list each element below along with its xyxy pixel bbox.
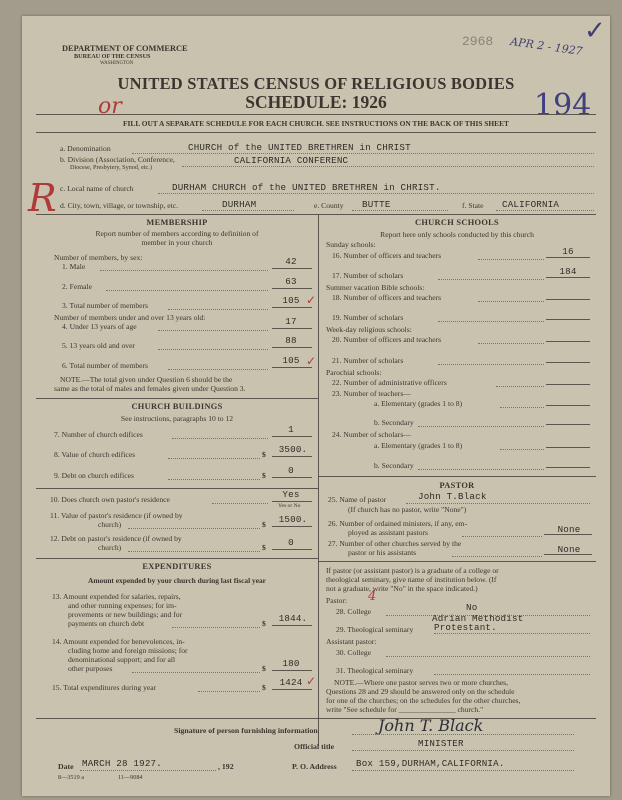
handwritten-194: 194 [534, 88, 592, 123]
q1-dots [100, 270, 268, 271]
q3-line [272, 307, 312, 308]
local-name-line [158, 193, 594, 194]
q22-dots [496, 386, 544, 387]
q23a-line [546, 405, 590, 406]
q24b-line [546, 467, 590, 468]
pastor-note-3: for one of the churches; on the schedules for the other churches, [326, 696, 521, 705]
schools-rule [318, 476, 596, 477]
q14-label-3: denominational support; and for all [68, 655, 176, 664]
county-label: e. County [314, 201, 344, 210]
sunday-label: Sunday schools: [326, 240, 376, 249]
handwritten-4: 4 [368, 589, 377, 604]
q15-label: 15. Total expenditures during year [52, 683, 157, 692]
bureau-name: BUREAU OF THE CENSUS [74, 53, 151, 60]
membership-intro-1: Report number of members according to definition of [95, 229, 259, 238]
q13-label-4: payments on church debt [68, 619, 145, 628]
official-title-label: Official title [294, 742, 335, 751]
q12-dots [128, 551, 260, 552]
q10-value[interactable]: Yes [282, 489, 300, 500]
buildings-heading: CHURCH BUILDINGS [131, 402, 223, 411]
q27-label-2: pastor or his assistants [348, 548, 417, 557]
q19-line [546, 319, 590, 320]
q19-label: 19. Number of scholars [332, 313, 404, 322]
parochial-label: Parochial schools: [326, 368, 382, 377]
by-sex-label: Number of members, by sex: [54, 253, 143, 262]
q6-value[interactable]: 105 [282, 355, 300, 366]
header-rule-top [36, 114, 596, 115]
q20-line [546, 341, 590, 342]
date-year-suffix: , 192 [218, 762, 234, 771]
q16-dots [478, 259, 544, 260]
column-divider [318, 214, 319, 746]
q15-dollar: $ [262, 683, 266, 692]
state-line [496, 210, 594, 211]
county-line [352, 210, 448, 211]
q26-dots [462, 536, 542, 537]
q24b-label: b. Secondary [374, 461, 414, 470]
q24-label: 24. Number of scholars— [332, 430, 411, 439]
q14-label-1: 14. Amount expended for benevolences, in- [52, 637, 185, 646]
print-number: 11—9084 [118, 774, 143, 781]
q12-line [272, 549, 312, 550]
q9-label: 9. Debt on church edifices [54, 471, 134, 480]
membership-heading: MEMBERSHIP [146, 218, 208, 227]
signature-value[interactable]: John T. Black [378, 716, 484, 735]
city-label: d. City, town, village, or township, etc. [60, 201, 179, 210]
q4-label: 4. Under 13 years of age [62, 322, 137, 331]
q12-label-2: church) [98, 543, 122, 552]
q28-label: 28. College [336, 607, 372, 616]
q11-label-1: 11. Value of pastor's residence (if owned by [50, 511, 183, 520]
division-line [182, 166, 594, 167]
age-intro: Number of members under and over 13 years old: [54, 313, 206, 322]
q6-check-icon: ✓ [306, 354, 317, 368]
expenditures-sub: Amount expended by your church during last fiscal year [88, 576, 266, 585]
denomination-line [132, 153, 594, 154]
q11-label-2: church) [98, 520, 122, 529]
header-rule-bottom [36, 132, 596, 133]
yes-or-no-hint: Yes or No [278, 503, 301, 509]
q13-dots [172, 627, 260, 628]
q25-label: 25. Name of pastor [328, 495, 387, 504]
q10-label: 10. Does church own pastor's residence [50, 495, 170, 504]
form-number: 8—3519 a [58, 774, 84, 781]
q26-label-1: 26. Number of ordained ministers, if any, em- [328, 519, 468, 528]
q5-label: 5. 13 years old and over [62, 341, 135, 350]
q20-label: 20. Number of officers and teachers [332, 335, 442, 344]
denomination-value[interactable]: CHURCH of the UNITED BRETHREN in CHRIST [188, 142, 411, 153]
q21-dots [438, 364, 544, 365]
stamp-number: 2968 [462, 34, 494, 49]
checkmark-icon: ✓ [584, 16, 606, 46]
q11-dots [128, 528, 260, 529]
q17-dots [438, 279, 544, 280]
q3-dots [168, 309, 268, 310]
q11-line [272, 526, 312, 527]
q9-value[interactable]: 0 [288, 465, 294, 476]
q5-dots [158, 349, 268, 350]
q25-note: (If church has no pastor, write "None") [348, 505, 467, 514]
q29-dots [434, 633, 590, 634]
q7-dots [172, 438, 268, 439]
q16-value[interactable]: 16 [562, 246, 574, 257]
q19-dots [438, 321, 544, 322]
q2-label: 2. Female [62, 282, 92, 291]
q7-value[interactable]: 1 [288, 424, 294, 435]
q21-line [546, 362, 590, 363]
pastor-sub-label: Pastor: [326, 596, 348, 605]
q29-value-2[interactable]: Protestant. [434, 622, 497, 633]
q14-label-2: cluding home and foreign missions; for [68, 646, 188, 655]
q6-label: 6. Total number of members [62, 361, 149, 370]
pastor-heading: PASTOR [439, 481, 475, 490]
pastor-note-4: write "See schedule for _______________ church." [326, 705, 484, 714]
q23-label: 23. Number of teachers— [332, 389, 411, 398]
q17-value[interactable]: 184 [559, 266, 577, 277]
q13-dollar: $ [262, 619, 266, 628]
form-title: UNITED STATES CENSUS OF RELIGIOUS BODIES [117, 74, 515, 93]
dept-name: DEPARTMENT OF COMMERCE [62, 44, 188, 53]
q29-label: 29. Theological seminary [336, 625, 414, 634]
date-line [80, 770, 216, 771]
q21-label: 21. Number of scholars [332, 356, 404, 365]
q11-value[interactable]: 1500. [278, 514, 308, 525]
q27-dots [452, 556, 542, 557]
q12-label-1: 12. Debt on pastor's residence (if owned by [50, 534, 182, 543]
state-label: f. State [462, 201, 484, 210]
q13-line [272, 625, 312, 626]
date-value[interactable]: MARCH 28 1927. [82, 758, 162, 769]
q27-label-1: 27. Number of other churches served by the [328, 539, 462, 548]
po-address-line [352, 770, 574, 771]
q13-label-2: and other running expenses; for im- [68, 601, 177, 610]
q13-label-1: 13. Amount expended for salaries, repairs, [52, 592, 181, 601]
q2-value[interactable]: 63 [285, 276, 297, 287]
q8-label: 8. Value of church edifices [54, 450, 136, 459]
q22-label: 22. Number of administrative officers [332, 378, 447, 387]
grad-text-2: theological seminary, give name of institution below. (If [326, 575, 497, 584]
schools-heading: CHURCH SCHOOLS [414, 218, 499, 227]
q23b-dots [418, 426, 544, 427]
membership-note-1: NOTE.—The total given under Question 6 should be the [60, 375, 233, 384]
q18-dots [478, 301, 544, 302]
census-schedule-sheet [22, 16, 610, 796]
q2-line [272, 288, 312, 289]
q27-value[interactable]: None [557, 544, 581, 555]
county-value[interactable]: BUTTE [362, 199, 391, 210]
q15-line [272, 689, 312, 690]
city-line [202, 210, 294, 211]
membership-intro-2: member in your church [141, 238, 213, 247]
q27-line [544, 554, 592, 555]
q4-dots [158, 330, 268, 331]
pastor-rule [318, 561, 596, 562]
grid-rule-bottom [36, 718, 596, 719]
division-value[interactable]: CALIFORNIA CONFERENC [234, 155, 349, 166]
q9-dots [168, 479, 260, 480]
q30-dots [386, 656, 590, 657]
q1-value[interactable]: 42 [285, 256, 297, 267]
weekday-label: Week-day religious schools: [326, 325, 412, 334]
q6-dots [168, 369, 268, 370]
q7-line [272, 436, 312, 437]
q12-value[interactable]: 0 [288, 537, 294, 548]
q14-label-4: other purposes [68, 664, 113, 673]
q10-dots [212, 503, 268, 504]
q9-dollar: $ [262, 471, 266, 480]
q24a-label: a. Elementary (grades 1 to 8) [374, 441, 463, 450]
division-label: b. Division (Association, Conference, [60, 155, 175, 164]
q8-dollar: $ [262, 450, 266, 459]
q12-dollar: $ [262, 543, 266, 552]
q20-dots [478, 343, 544, 344]
handwritten-r: R [28, 176, 57, 220]
q1-line [272, 268, 312, 269]
q3-value[interactable]: 105 [282, 295, 300, 306]
q7-label: 7. Number of church edifices [54, 430, 143, 439]
q28-value[interactable]: No [466, 602, 478, 613]
division-label-2: Diocese, Presbytery, Synod, etc.) [70, 164, 152, 171]
buildings-sub: See instructions, paragraphs 10 to 12 [120, 414, 234, 423]
q3-label: 3. Total number of members [62, 301, 149, 310]
q4-line [272, 328, 312, 329]
form-subtitle: SCHEDULE: 1926 [245, 92, 387, 112]
q1-label: 1. Male [62, 262, 86, 271]
q8-line [272, 456, 312, 457]
q15-check-icon: ✓ [306, 674, 317, 688]
official-title-line [352, 750, 574, 751]
q23b-label: b. Secondary [374, 418, 414, 427]
q15-dots [198, 691, 260, 692]
buildings-rule-2 [36, 558, 318, 559]
q24a-dots [500, 449, 544, 450]
q24b-dots [418, 469, 544, 470]
q8-dots [168, 458, 260, 459]
q17-label: 17. Number of scholars [332, 271, 404, 280]
assistant-pastor-label: Assistant pastor: [326, 637, 377, 646]
q14-dollar: $ [262, 664, 266, 673]
q3-check-icon: ✓ [306, 293, 317, 307]
q16-line [546, 257, 590, 258]
q26-value[interactable]: None [557, 524, 581, 535]
pastor-note-1: NOTE.—Where one pastor serves two or more churches, [334, 678, 508, 687]
q26-label-2: ployed as assistant pastors [348, 528, 428, 537]
q9-line [272, 477, 312, 478]
q4-value[interactable]: 17 [285, 316, 297, 327]
stamp-date: APR 2 - 1927 [509, 34, 584, 59]
q14-dots [132, 672, 260, 673]
q23b-line [546, 424, 590, 425]
pastor-note-2: Questions 28 and 29 should be answered only on the schedule [326, 687, 515, 696]
denomination-label: a. Denomination [60, 144, 111, 153]
q31-dots [434, 674, 590, 675]
schools-intro: Report here only schools conducted by this church [380, 230, 534, 239]
q23a-dots [500, 407, 544, 408]
date-label: Date [58, 762, 74, 771]
state-value[interactable]: CALIFORNIA [502, 199, 560, 210]
q17-line [546, 277, 590, 278]
signature-label: Signature of person furnishing information [174, 726, 318, 735]
q11-dollar: $ [262, 520, 266, 529]
q23a-label: a. Elementary (grades 1 to 8) [374, 399, 463, 408]
q29-value-1[interactable]: Adrian Methodist [432, 613, 524, 624]
grid-rule-top [36, 214, 596, 215]
po-address-label: P. O. Address [292, 762, 337, 771]
membership-note-2: same as the total of males and females given under Question 3. [54, 384, 246, 393]
q26-line [544, 534, 592, 535]
q5-line [272, 347, 312, 348]
q13-value[interactable]: 1844. [278, 613, 308, 624]
q24a-line [546, 447, 590, 448]
handwritten-or: or [98, 94, 122, 119]
q22-line [546, 384, 590, 385]
q2-dots [106, 290, 268, 291]
q13-label-3: provements or new buildings; and for [68, 610, 183, 619]
expenditures-heading: EXPENDITURES [142, 562, 212, 571]
city-value[interactable]: DURHAM [222, 199, 257, 210]
po-address-value[interactable]: Box 159,DURHAM,CALIFORNIA. [356, 758, 505, 769]
q16-label: 16. Number of officers and teachers [332, 251, 442, 260]
summer-label: Summer vacation Bible schools: [326, 283, 425, 292]
q18-label: 18. Number of officers and teachers [332, 293, 442, 302]
signature-line [352, 734, 574, 735]
membership-rule [36, 398, 318, 399]
q18-line [546, 299, 590, 300]
q14-value[interactable]: 180 [282, 658, 300, 669]
q25-dots [406, 503, 590, 504]
bureau-city: WASHINGTON [100, 61, 134, 66]
q8-value[interactable]: 3500. [278, 444, 308, 455]
q10-line [272, 501, 312, 502]
official-title-value[interactable]: MINISTER [418, 738, 464, 749]
local-name-label: c. Local name of church [60, 184, 134, 193]
local-name-value[interactable]: DURHAM CHURCH of the UNITED BRETHREN in CHRIST. [172, 182, 441, 193]
q5-value[interactable]: 88 [285, 335, 297, 346]
grad-text-3: not a graduate, write "No" in the space indicated.) [326, 584, 478, 593]
q15-value[interactable]: 1424 [279, 677, 303, 688]
grad-text-1: If pastor (or assistant pastor) is a graduate of a college or [326, 566, 499, 575]
instruction-line: FILL OUT A SEPARATE SCHEDULE FOR EACH CHURCH. SEE INSTRUCTIONS ON THE BACK OF THIS SHEET [123, 119, 509, 128]
q31-label: 31. Theological seminary [336, 666, 414, 675]
q30-label: 30. College [336, 648, 372, 657]
q25-value[interactable]: John T.Black [418, 491, 487, 502]
q14-line [272, 670, 312, 671]
